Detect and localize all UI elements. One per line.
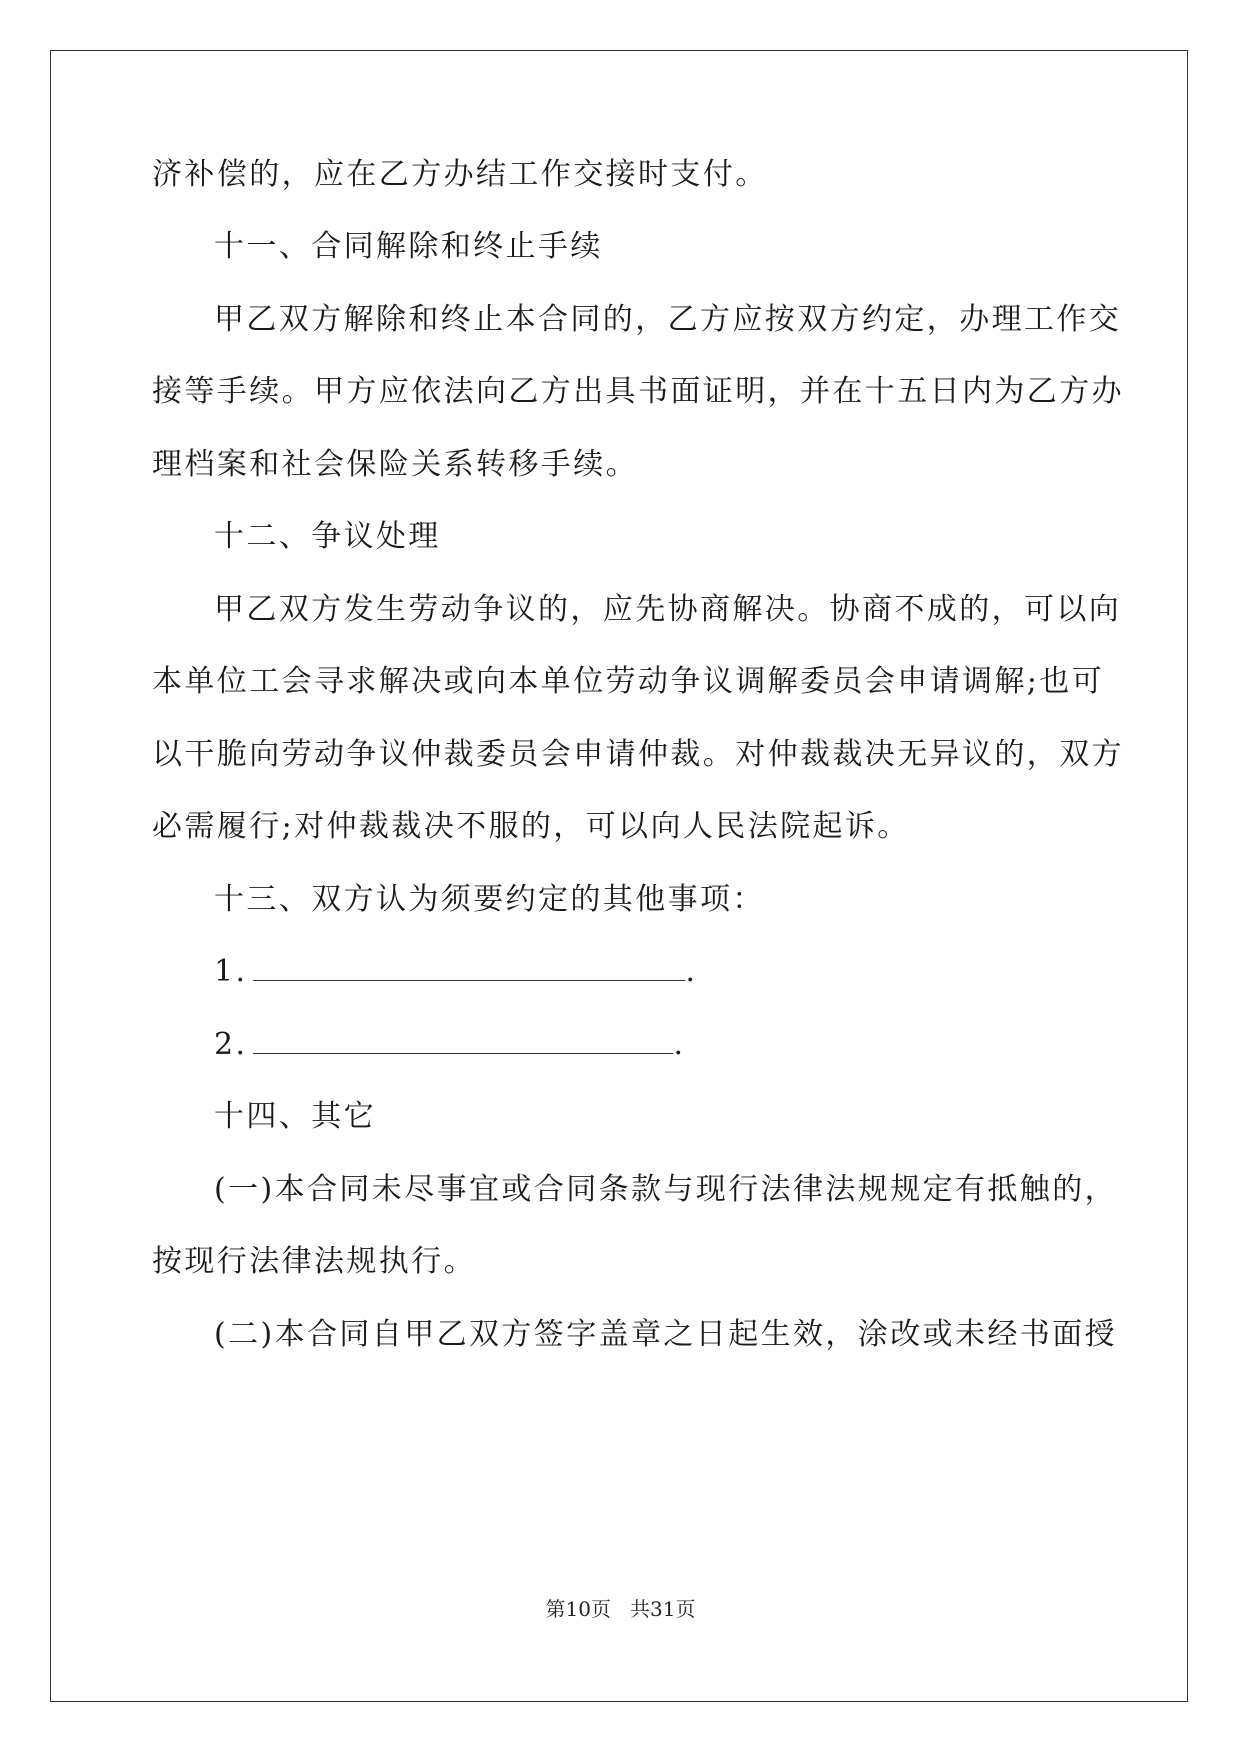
item-end: . — [673, 1027, 686, 1062]
section-heading-13: 十三、双方认为须要约定的其他事项： — [214, 882, 765, 917]
section-heading-14: 十四、其它 — [214, 1099, 376, 1134]
body-line: 理档案和社会保险关系转移手续。 — [152, 447, 638, 482]
body-line: 以干脆向劳动争议仲裁委员会申请仲裁。对仲裁裁决无异议的，双方 — [152, 737, 1124, 772]
body-line: 本单位工会寻求解决或向本单位劳动争议调解委员会申请调解;也可 — [152, 664, 1105, 699]
page-total: 共31页 — [630, 1597, 696, 1621]
blank-item-1 — [214, 952, 1154, 992]
section-heading-12: 十二、争议处理 — [214, 519, 441, 554]
body-line: 必需履行;对仲裁裁决不服的，可以向人民法院起诉。 — [152, 809, 910, 844]
page-footer — [0, 1595, 1241, 1623]
page-border — [50, 50, 1188, 1702]
blank-item-2 — [214, 1025, 1154, 1065]
body-line: 按现行法律法规执行。 — [152, 1244, 476, 1279]
body-line: 甲乙双方发生劳动争议的，应先协商解决。协商不成的，可以向 — [214, 592, 1122, 627]
blank-fill-line — [253, 956, 685, 981]
body-line: 济补偿的，应在乙方办结工作交接时支付。 — [152, 157, 768, 192]
body-line: (一)本合同未尽事宜或合同条款与现行法律法规规定有抵触的， — [214, 1172, 1118, 1207]
blank-fill-line — [253, 1029, 673, 1054]
page-number: 第10页 — [545, 1597, 611, 1621]
body-line: 甲乙双方解除和终止本合同的，乙方应按双方约定，办理工作交 — [214, 302, 1122, 337]
item-number: 1. — [214, 954, 248, 989]
body-line: (二)本合同自甲乙双方签字盖章之日起生效，涂改或未经书面授 — [214, 1317, 1118, 1352]
body-line: 接等手续。甲方应依法向乙方出具书面证明，并在十五日内为乙方办 — [152, 374, 1124, 409]
item-end: . — [685, 954, 698, 989]
item-number: 2. — [214, 1027, 248, 1062]
section-heading-11: 十一、合同解除和终止手续 — [214, 229, 603, 264]
